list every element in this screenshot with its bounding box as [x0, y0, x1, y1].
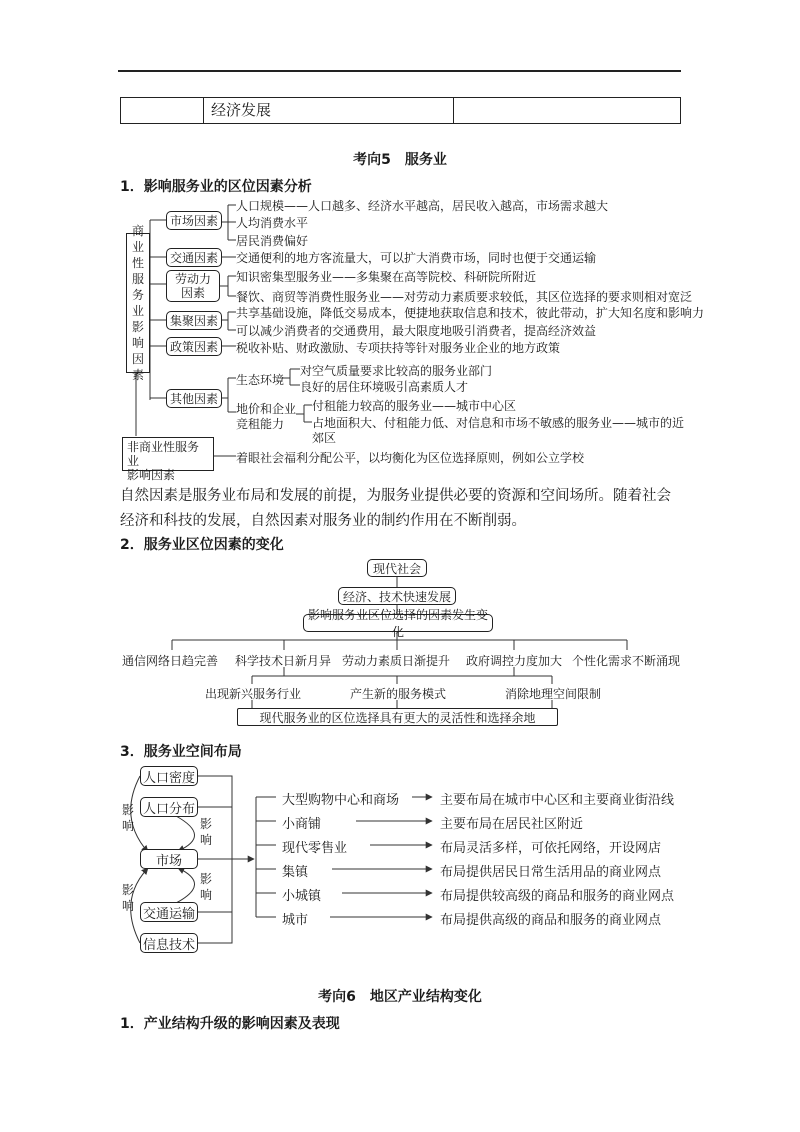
labor-label-b: 因素 [180, 286, 205, 300]
layout-item-2-value: 主要布局在居民社区附近 [440, 817, 584, 832]
natural-factors-paragraph: 自然因素是服务业布局和发展的前提，为服务业提供必要的资源和空间场所。随着社会经济和科技的发展，自然因素对服务业的制约作用在不断削弱。 [120, 488, 671, 529]
noncommercial-desc: 着眼社会福利分配公平，以均衡化为区位选择原则，例如公立学校 [236, 451, 585, 465]
factor-sci-tech: 科学技术日新月异 [235, 654, 332, 668]
eco-item-2: 良好的居住环境吸引高素质人才 [300, 380, 469, 394]
root-char-6: 业 [131, 304, 144, 318]
result-remove-limits: 消除地理空间限制 [505, 687, 602, 701]
market-box: 市场 [140, 849, 198, 869]
root-char-3: 性 [131, 256, 144, 270]
labor-label-a: 劳动力 [174, 272, 211, 286]
influence-label-inner-bottom-2: 响 [200, 888, 213, 902]
layout-item-3-value: 布局灵活多样，可依托网络，开设网店 [440, 841, 662, 856]
influence-label-left-bottom-2: 响 [122, 899, 135, 913]
heading-3: 3．服务业空间布局 [120, 744, 242, 760]
market-item-3: 居民消费偏好 [236, 234, 309, 248]
root-char-4: 服 [131, 272, 144, 286]
root-char-2: 业 [131, 240, 144, 254]
root-char-10: 素 [131, 368, 144, 382]
influence-label-left-bottom-1: 影 [122, 883, 135, 897]
section6-heading-1: 1．产业结构升级的影响因素及表现 [120, 1016, 340, 1032]
root-char-8: 响 [131, 336, 144, 350]
layout-item-4-value: 布局提供居民日常生活用品的商业网点 [440, 865, 662, 880]
influence-label-inner-top-2: 响 [200, 833, 213, 847]
traffic-factor-box: 交通因素 [166, 248, 222, 267]
transport-box: 交通运输 [140, 902, 198, 922]
modern-society-box: 现代社会 [367, 559, 427, 577]
result-new-models: 产生新的服务模式 [350, 687, 447, 701]
factor-labor-quality: 劳动力素质日渐提升 [342, 654, 451, 668]
other-factor-box: 其他因素 [166, 389, 222, 408]
land-price-label-b: 竞租能力 [236, 417, 285, 431]
traffic-desc: 交通便利的地方客流量大，可以扩大消费市场，同时也便于交通运输 [236, 251, 597, 265]
layout-item-2-key: 小商铺 [282, 817, 322, 832]
influence-label-left-top-2: 响 [122, 819, 135, 833]
heading-2: 2．服务业区位因素的变化 [120, 537, 284, 553]
section5-title: 考向5 服务业 [353, 152, 447, 168]
layout-item-6-value: 布局提供高级的商品和服务的商业网点 [440, 913, 662, 928]
layout-item-4-key: 集镇 [282, 865, 309, 880]
layout-item-3-key: 现代零售业 [282, 841, 348, 856]
layout-item-1-value: 主要布局在城市中心区和主要商业街沿线 [440, 793, 675, 808]
influence-label-inner-top-1: 影 [200, 817, 213, 831]
population-density-box: 人口密度 [140, 766, 198, 786]
factor-gov-control: 政府调控力度加大 [466, 654, 563, 668]
noncommercial-label-b: 影响因素 [127, 468, 176, 482]
influence-label-inner-bottom-1: 影 [200, 872, 213, 886]
agglomeration-item-2: 可以减少消费者的交通费用，最大限度地吸引消费者，提高经济效益 [236, 324, 597, 338]
factor-comm-network: 通信网络日趋完善 [122, 654, 219, 668]
rent-item-2b: 郊区 [312, 431, 337, 445]
market-item-1: 人口规模——人口越多、经济水平越高，居民收入越高，市场需求越大 [236, 199, 609, 213]
root-char-1: 商 [131, 224, 144, 238]
layout-item-6-key: 城市 [282, 913, 309, 928]
root-char-5: 务 [131, 288, 144, 302]
econ-tech-box: 经济、技术快速发展 [338, 587, 456, 605]
policy-factor-box: 政策因素 [166, 337, 222, 356]
heading-1: 1．影响服务业的区位因素分析 [120, 179, 312, 195]
influence-label-left-top-1: 影 [122, 803, 135, 817]
market-factor-box: 市场因素 [166, 211, 222, 230]
labor-item-1: 知识密集型服务业——多集聚在高等院校、科研院所附近 [236, 270, 537, 284]
section6-title: 考向6 地区产业结构变化 [318, 989, 482, 1005]
layout-item-5-value: 布局提供较高级的商品和服务的商业网点 [440, 889, 675, 904]
market-item-2: 人均消费水平 [236, 216, 309, 230]
info-tech-box: 信息技术 [140, 933, 198, 953]
layout-item-1-key: 大型购物中心和商场 [282, 793, 400, 808]
rent-item-1: 付租能力较高的服务业——城市中心区 [312, 399, 517, 413]
root-char-7: 影 [131, 320, 144, 334]
flexibility-conclusion-box: 现代服务业的区位选择具有更大的灵活性和选择余地 [237, 708, 558, 726]
land-price-label-a: 地价和企业 [236, 402, 297, 416]
factor-personal-demand: 个性化需求不断涌现 [572, 654, 681, 668]
noncommercial-label-a: 非商业性服务业 [127, 440, 200, 468]
eco-item-1: 对空气质量要求比较高的服务业部门 [300, 364, 493, 378]
table-cell-2: 经济发展 [203, 98, 454, 123]
rent-item-2a: 占地面积大、付租能力低、对信息和市场不敏感的服务业——城市的近 [312, 416, 685, 430]
agglomeration-item-1: 共享基础设施，降低交易成本，便捷地获取信息和技术，彼此带动，扩大知名度和影响力 [236, 306, 705, 320]
root-char-9: 因 [131, 352, 144, 366]
result-new-industries: 出现新兴服务行业 [205, 687, 302, 701]
agglomeration-factor-box: 集聚因素 [166, 311, 222, 330]
layout-item-5-key: 小城镇 [282, 889, 322, 904]
population-distribution-box: 人口分布 [140, 797, 198, 817]
factor-change-box: 影响服务业区位选择的因素发生变化 [303, 614, 493, 632]
policy-desc: 税收补贴、财政激励、专项扶持等针对服务业企业的地方政策 [236, 341, 561, 355]
eco-env-label: 生态环境 [236, 373, 285, 387]
labor-item-2: 餐饮、商贸等消费性服务业——对劳动力素质要求较低，其区位选择的要求则相对宽泛 [236, 290, 693, 304]
